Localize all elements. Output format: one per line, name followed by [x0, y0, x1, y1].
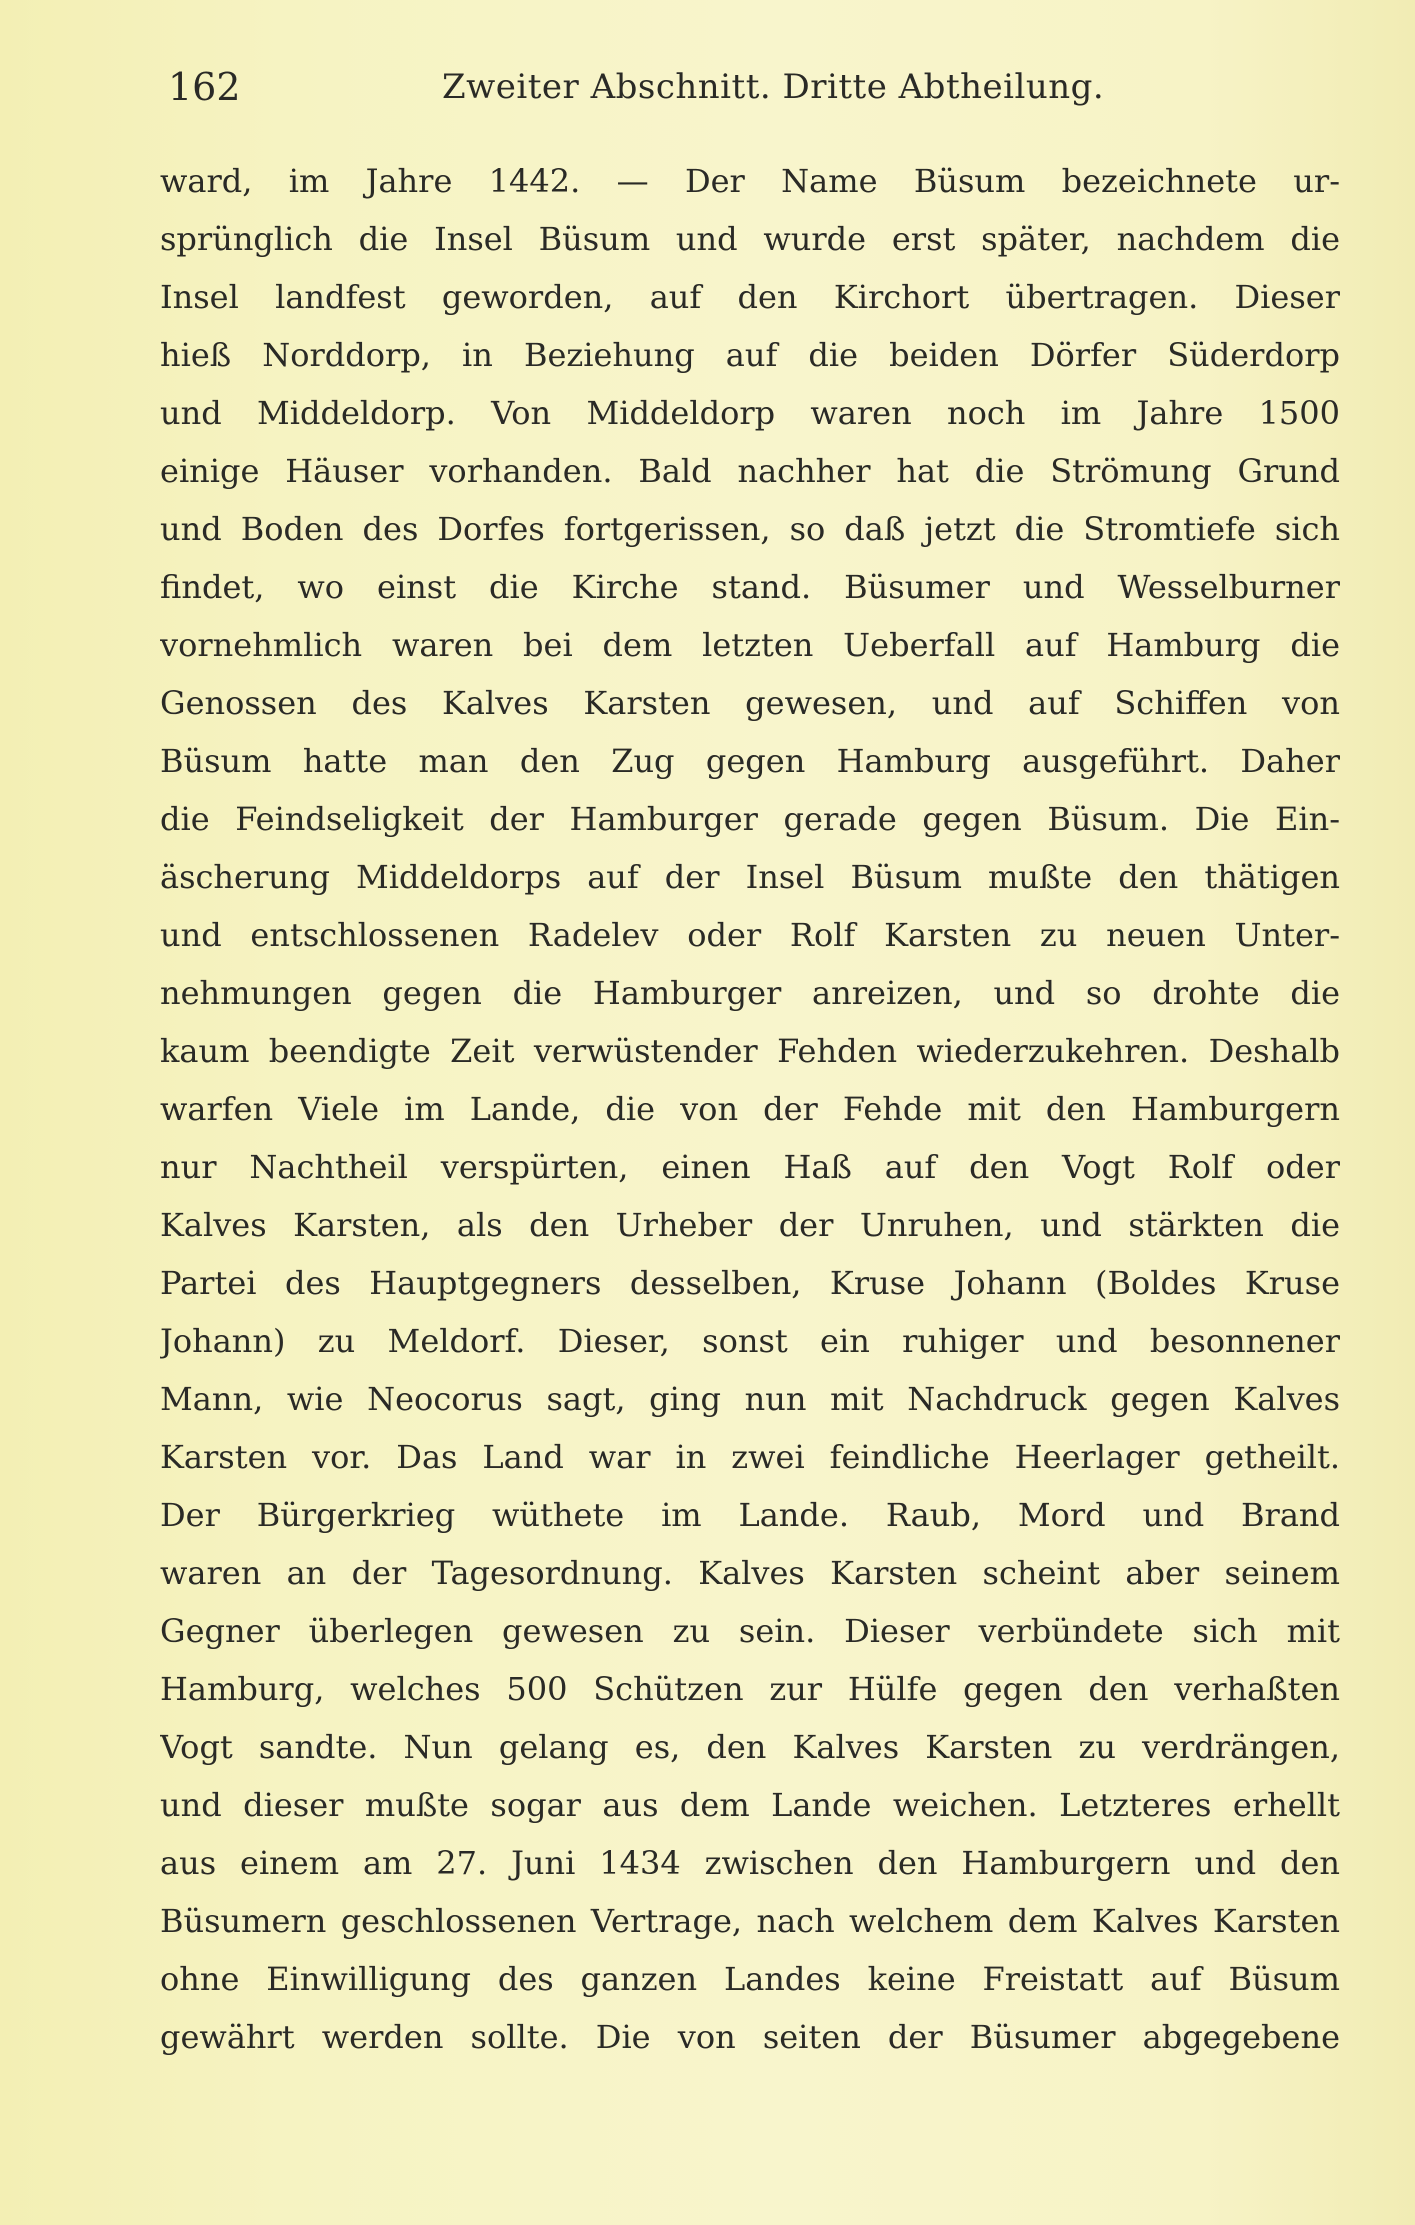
text-line: ward, im Jahre 1442. — Der Name Büsum bezeichnete ur- [160, 162, 1340, 200]
text-line: äscherung Middeldorps auf der Insel Büsum mußte den thätigen [160, 858, 1340, 896]
text-line: nur Nachtheil verspürten, einen Haß auf den Vogt Rolf oder [160, 1148, 1340, 1186]
body-text [160, 152, 1340, 2066]
text-line: und Boden des Dorfes fortgerissen, so daß jetzt die Stromtiefe sich [160, 510, 1340, 548]
text-line: kaum beendigte Zeit verwüstender Fehden wiederzukehren. Deshalb [160, 1032, 1340, 1070]
text-line: Kalves Karsten, als den Urheber der Unruhen, und stärkten die [160, 1206, 1340, 1244]
text-line: hieß Norddorp, in Beziehung auf die beiden Dörfer Süderdorp [160, 336, 1340, 374]
text-line: einige Häuser vorhanden. Bald nachher hat die Strömung Grund [160, 452, 1340, 490]
text-line: Partei des Hauptgegners desselben, Kruse Johann (Boldes Kruse [160, 1264, 1340, 1302]
text-line: gewährt werden sollte. Die von seiten der Büsumer abgegebene [160, 2018, 1340, 2056]
text-line: und Middeldorp. Von Middeldorp waren noch im Jahre 1500 [160, 394, 1340, 432]
text-line: Insel landfest geworden, auf den Kirchort übertragen. Dieser [160, 278, 1340, 316]
text-line: waren an der Tagesordnung. Kalves Karsten scheint aber seinem [160, 1554, 1340, 1592]
text-line: Gegner überlegen gewesen zu sein. Dieser verbündete sich mit [160, 1612, 1340, 1650]
text-line: Hamburg, welches 500 Schützen zur Hülfe gegen den verhaßten [160, 1670, 1340, 1708]
text-line: sprünglich die Insel Büsum und wurde erst später, nachdem die [160, 220, 1340, 258]
text-line: die Feindseligkeit der Hamburger gerade gegen Büsum. Die Ein- [160, 800, 1340, 838]
page-number: 162 [168, 65, 241, 109]
running-head [160, 62, 1340, 112]
text-line: vornehmlich waren bei dem letzten Ueberfall auf Hamburg die [160, 626, 1340, 664]
text-line: Mann, wie Neocorus sagt, ging nun mit Nachdruck gegen Kalves [160, 1380, 1340, 1418]
text-line: aus einem am 27. Juni 1434 zwischen den Hamburgern und den [160, 1844, 1340, 1882]
text-line: und entschlossenen Radelev oder Rolf Karsten zu neuen Unter- [160, 916, 1340, 954]
text-line: Vogt sandte. Nun gelang es, den Kalves Karsten zu verdrängen, [160, 1728, 1340, 1766]
text-line: warfen Viele im Lande, die von der Fehde mit den Hamburgern [160, 1090, 1340, 1128]
text-line: Genossen des Kalves Karsten gewesen, und auf Schiffen von [160, 684, 1340, 722]
running-head-title: Zweiter Abschnitt. Dritte Abtheilung. [442, 67, 1105, 107]
text-line: Büsum hatte man den Zug gegen Hamburg ausgeführt. Daher [160, 742, 1340, 780]
text-line: nehmungen gegen die Hamburger anreizen, und so drohte die [160, 974, 1340, 1012]
text-line: ohne Einwilligung des ganzen Landes keine Freistatt auf Büsum [160, 1960, 1340, 1998]
text-line: und dieser mußte sogar aus dem Lande weichen. Letzteres erhellt [160, 1786, 1340, 1824]
text-line: Büsumern geschlossenen Vertrage, nach welchem dem Kalves Karsten [160, 1902, 1340, 1940]
text-line: Johann) zu Meldorf. Dieser, sonst ein ruhiger und besonnener [160, 1322, 1340, 1360]
text-line: Karsten vor. Das Land war in zwei feindliche Heerlager getheilt. [160, 1438, 1340, 1476]
text-line: Der Bürgerkrieg wüthete im Lande. Raub, Mord und Brand [160, 1496, 1340, 1534]
text-line: findet, wo einst die Kirche stand. Büsumer und Wesselburner [160, 568, 1340, 606]
